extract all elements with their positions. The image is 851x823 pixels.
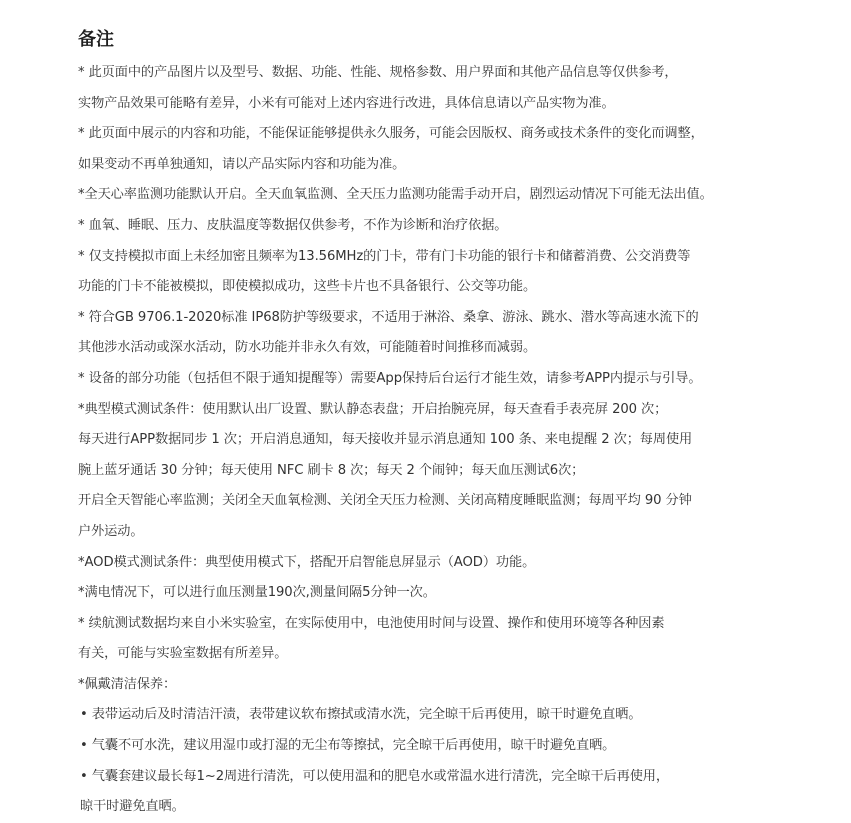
text-line: * 此页面中的产品图片以及型号、数据、功能、性能、规格参数、用户界面和其他产品信息等仅供参考， <box>78 65 678 80</box>
paragraph-care-strap <box>78 700 818 731</box>
text-line: * 续航测试数据均来自小米实验室，在实际使用中，电池使用时间与设置、操作和使用环境等各种因素 <box>78 615 665 631</box>
paragraph-app-background <box>78 364 818 395</box>
paragraph-product-info <box>78 58 818 119</box>
text-line: 如果变动不再单独通知，请以产品实际内容和功能为准。 <box>78 156 406 172</box>
text-line: * 符合GB 9706.1-2020标准 IP68防护等级要求，不适用于淋浴、桑拿、游泳、跳水、潜水等高速水流下的 <box>78 309 699 325</box>
text-line: 开启全天智能心率监测；关闭全天血氧检测、关闭全天压力检测、关闭高精度睡眠监测；每周平均 90 分钟 <box>78 493 692 509</box>
text-line: • 气囊套建议最长每1~2周进行清洗，可以使用温和的肥皂水或常温水进行清洗，完全晾干后再使用， <box>80 768 669 784</box>
text-line: • 表带运动后及时清洁汗渍，表带建议软布擦拭或清水洗，完全晾干后再使用，晾干时避免直晒。 <box>80 707 642 723</box>
paragraph-care-airbag-cover <box>78 762 818 823</box>
paragraph-care-airbag <box>78 731 818 762</box>
text-line: • 气囊不可水洗，建议用湿巾或打湿的无尘布等擦拭，完全晾干后再使用，晾干时避免直晒。 <box>80 738 616 754</box>
notes-title: 备注 <box>78 29 114 50</box>
text-line: 其他涉水活动或深水活动，防水功能并非永久有效，可能随着时间推移而减弱。 <box>78 340 537 356</box>
paragraph-battery-test <box>78 609 818 670</box>
paragraph-aod-mode <box>78 548 818 579</box>
paragraph-waterproof <box>78 303 818 364</box>
paragraph-health-data <box>78 211 818 242</box>
paragraph-nfc-card <box>78 242 818 303</box>
text-line: *全天心率监测功能默认开启。全天血氧监测、全天压力监测功能需手动开启，剧烈运动情况下可能无法出值。 <box>78 187 713 203</box>
text-line: 每天进行APP数据同步 1 次；开启消息通知，每天接收并显示消息通知 100 条、来电提醒 2 次；每周使用 <box>78 432 693 448</box>
text-line: * 血氧、睡眠、压力、皮肤温度等数据仅供参考，不作为诊断和治疗依据。 <box>78 217 508 233</box>
text-line: *典型模式测试条件：使用默认出厂设置、默认静态表盘；开启抬腕亮屏，每天查看手表亮屏 200 次； <box>78 401 668 417</box>
paragraph-care-heading <box>78 670 818 701</box>
text-line: 户外运动。 <box>78 523 144 539</box>
text-line: *佩戴清洁保养： <box>78 676 177 692</box>
text-line: 实物产品效果可能略有差异，小米有可能对上述内容进行改进，具体信息请以产品实物为准。 <box>78 95 615 111</box>
text-line: * 此页面中展示的内容和功能，不能保证能够提供永久服务，可能会因版权、商务或技术条件的变化而调整， <box>78 126 704 142</box>
paragraph-blood-pressure <box>78 578 818 609</box>
paragraph-heart-rate <box>78 180 818 211</box>
text-line: 有关，可能与实验室数据有所差异。 <box>78 646 288 662</box>
paragraph-typical-mode <box>78 395 818 548</box>
notes-body <box>78 58 818 823</box>
text-line: 晾干时避免直晒。 <box>80 799 185 815</box>
text-line: * 设备的部分功能（包括但不限于通知提醒等）需要App保持后台运行才能生效，请参考APP内提示与引导。 <box>78 370 702 386</box>
text-line: 功能的门卡不能被模拟，即使模拟成功，这些卡片也不具备银行、公交等功能。 <box>78 279 537 295</box>
text-line: 腕上蓝牙通话 30 分钟；每天使用 NFC 刷卡 8 次；每天 2 个闹钟；每天血压测试6次； <box>78 462 585 478</box>
text-line: * 仅支持模拟市面上未经加密且频率为13.56MHz的门卡，带有门卡功能的银行卡和储蓄消费、公交消费等 <box>78 248 691 264</box>
text-line: *满电情况下，可以进行血压测量190次,测量间隔5分钟一次。 <box>78 585 436 601</box>
paragraph-service <box>78 119 818 180</box>
text-line: *AOD模式测试条件：典型使用模式下，搭配开启智能息屏显示（AOD）功能。 <box>78 554 536 570</box>
